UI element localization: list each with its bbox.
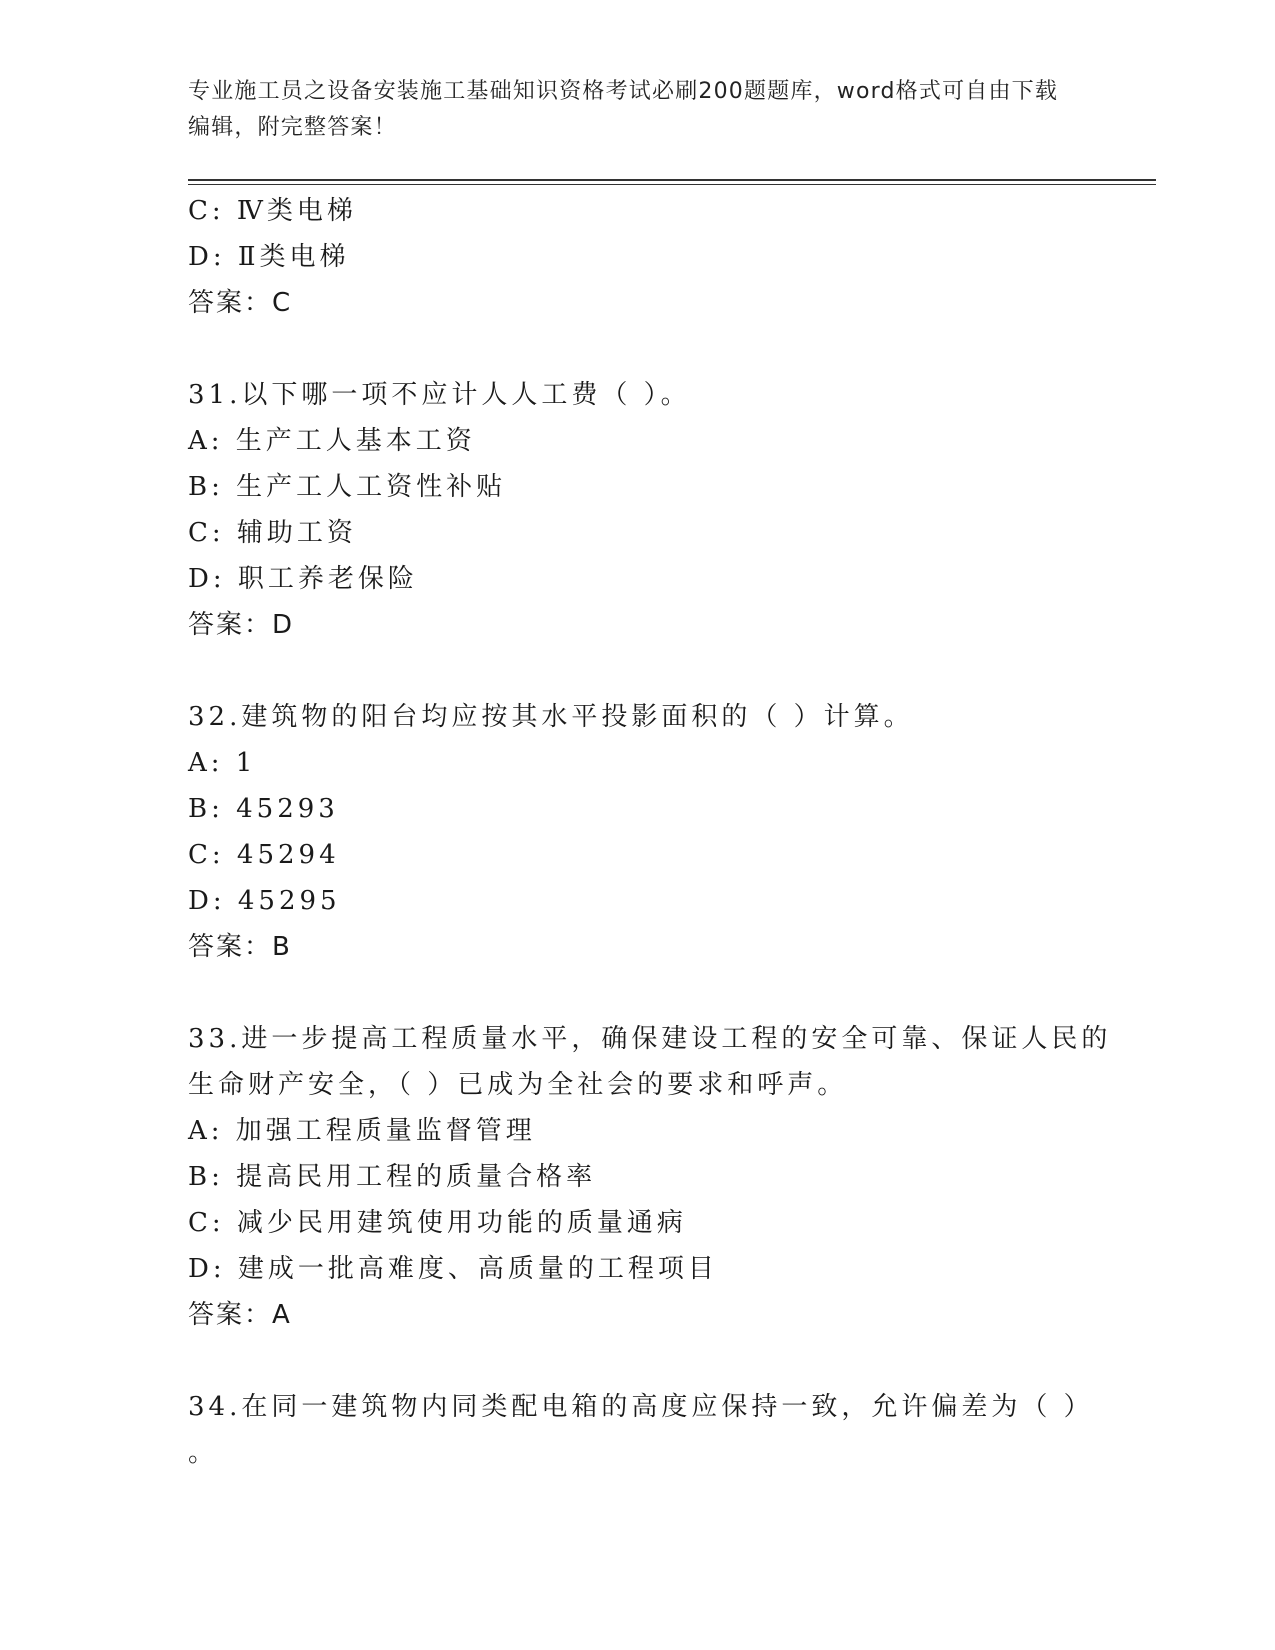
option-b: B: 生产工人工资性补贴: [188, 472, 507, 502]
option-c: C: 减少民用建筑使用功能的质量通病: [188, 1208, 687, 1238]
answer-label: 答案：B: [188, 932, 292, 962]
option-c: C: 45294: [188, 840, 340, 870]
header-divider-thin: [188, 184, 1156, 185]
spacer: [188, 970, 1088, 1016]
header-divider-thick: [188, 179, 1156, 181]
spacer: [188, 1338, 1088, 1384]
option-d: D: 职工养老保险: [188, 564, 418, 594]
question-stem-line: 33.进一步提高工程质量水平，确保建设工程的安全可靠、保证人民的: [188, 1024, 1112, 1054]
question-list: [188, 188, 1112, 1476]
option-b: B: 45293: [188, 794, 339, 824]
option-d: D: Ⅱ类电梯: [188, 242, 350, 272]
answer-label: 答案：A: [188, 1300, 292, 1330]
option-c: C: Ⅳ类电梯: [188, 196, 357, 226]
question-stem: 32.建筑物的阳台均应按其水平投影面积的（ ）计算。: [188, 702, 914, 732]
answer-label: 答案：D: [188, 610, 295, 640]
answer-label: 答案：C: [188, 288, 293, 318]
question-stem-line: 34.在同一建筑物内同类配电箱的高度应保持一致，允许偏差为（ ）: [188, 1392, 1094, 1422]
option-a: A: 生产工人基本工资: [188, 426, 476, 456]
option-c: C: 辅助工资: [188, 518, 357, 548]
question-stem: 31.以下哪一项不应计人人工费（ ）。: [188, 380, 691, 410]
document-header: 专业施工员之设备安装施工基础知识资格考试必刷200题题库，word格式可自由下载编辑，附完整答案！: [188, 79, 1059, 140]
question-stem-line: 。: [188, 1438, 219, 1468]
spacer: [188, 648, 1088, 694]
option-a: A: 加强工程质量监督管理: [188, 1116, 536, 1146]
option-b: B: 提高民用工程的质量合格率: [188, 1162, 597, 1192]
option-a: A: 1: [188, 748, 257, 778]
question-stem-line: 生命财产安全，（ ）已成为全社会的要求和呼声。: [188, 1070, 848, 1100]
spacer: [188, 326, 1088, 372]
option-d: D: 45295: [188, 886, 341, 916]
option-d: D: 建成一批高难度、高质量的工程项目: [188, 1254, 718, 1284]
